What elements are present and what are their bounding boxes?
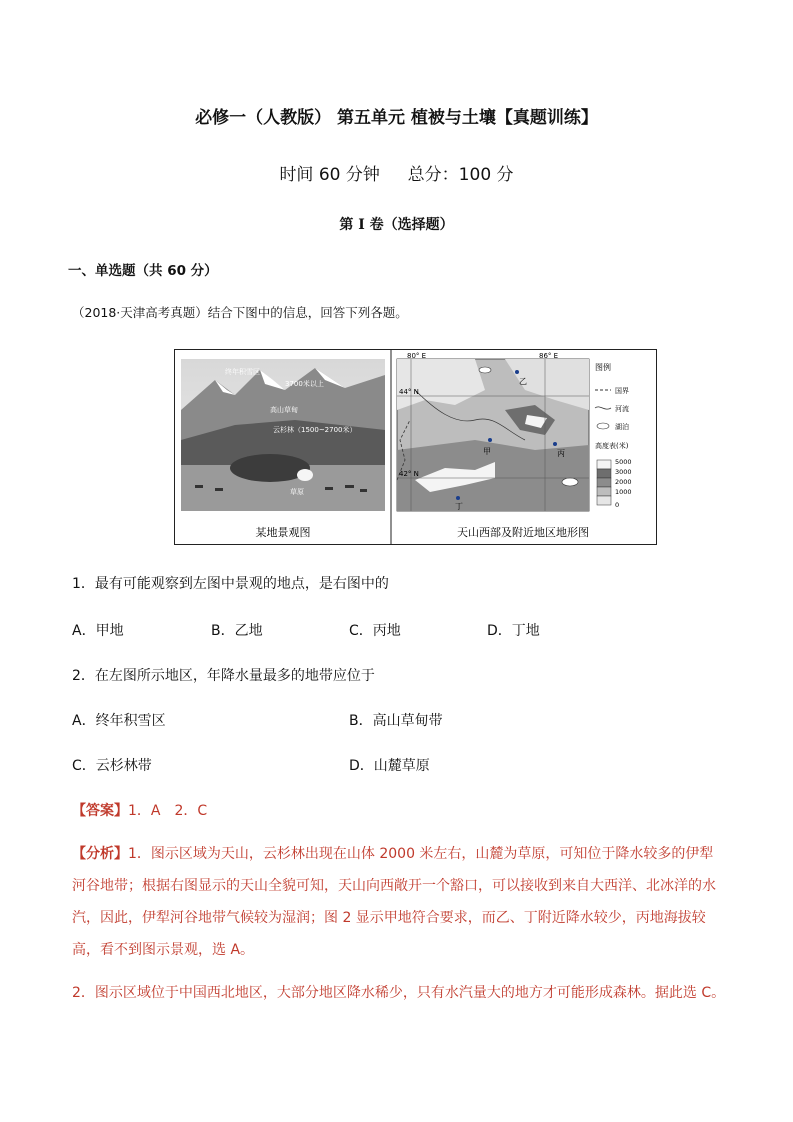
- map-lat-44: 44° N: [399, 388, 419, 396]
- map-lat-42: 42° N: [399, 470, 419, 478]
- landscape-photo: [181, 359, 385, 511]
- map-label-jia: 甲: [483, 447, 491, 456]
- left-caption: 某地景观图: [255, 526, 311, 539]
- question-1-option-c: C．丙地: [349, 623, 401, 639]
- legend-level-3000: 3000: [615, 468, 632, 476]
- map-lon-86: 86° E: [539, 352, 559, 360]
- map-lon-80: 80° E: [407, 352, 427, 360]
- photo-label-grass: 草原: [290, 488, 304, 496]
- map-point-ding: [456, 496, 460, 500]
- question-1-option-b: B．乙地: [211, 623, 263, 639]
- legend-border: 国界: [615, 387, 629, 395]
- question-1-stem: 1．最有可能观察到左图中景观的地点，是右图中的: [72, 576, 389, 592]
- right-caption: 天山西部及附近地区地形图: [457, 526, 589, 539]
- volume-heading: 第 I 卷（选择题）: [339, 217, 454, 233]
- question-2-option-b: B．高山草甸带: [349, 713, 443, 729]
- analysis-text-2: 2．图示区域位于中国西北地区，大部分地区降水稀少，只有水汽量大的地方才可能形成森林。据此选 C。: [72, 985, 726, 1001]
- map-point-yi: [515, 370, 519, 374]
- map-point-bing: [553, 442, 557, 446]
- legend-elev-title: 高度表(米): [595, 442, 629, 450]
- legend-level-1000: 1000: [615, 488, 632, 496]
- analysis-text: 1．图示区域为天山，云杉林出现在山体 2000 米左右，山麓为草原，可知位于降水较多的伊犁河谷地带；根据右图显示的天山全貌可知，天山向西敞开一个豁口，可以接收到来自大西洋、北冰洋的水汽，因此，伊犁河谷地带气候较为湿润；图 2 显示甲地符合要求，而乙、丁附近降水较少，丙地海拔较高，看不到图示景观，选 A。: [72, 846, 716, 958]
- terrain-map: [397, 352, 589, 511]
- answer-text: 1．A 2．C: [128, 803, 208, 819]
- section-heading: 一、单选题（共 60 分）: [68, 263, 218, 279]
- photo-label-forest: 云杉林（1500~2700米）: [273, 426, 357, 434]
- map-label-ding: 丁: [455, 502, 463, 511]
- legend-level-5000: 5000: [615, 458, 632, 466]
- legend-level-0: 0: [615, 501, 620, 509]
- legend-level-2000: 2000: [615, 478, 632, 486]
- exam-time-score: 时间 60 分钟 总分：100 分: [279, 165, 514, 185]
- answer-line: [72, 800, 207, 820]
- question-2-option-c: C．云杉林带: [72, 758, 152, 774]
- map-label-bing: 丙: [557, 449, 565, 458]
- answer-tag: 【答案】: [72, 803, 128, 819]
- photo-label-snow-height: 3700米以上: [285, 380, 324, 388]
- question-2-option-a: A．终年积雪区: [72, 713, 166, 729]
- legend-title: 图例: [595, 363, 611, 372]
- analysis-block: [72, 838, 724, 966]
- question-1-option-d: D．丁地: [487, 623, 540, 639]
- map-label-yi: 乙: [519, 377, 527, 386]
- map-legend: [595, 362, 632, 509]
- photo-label-snow: 终年积雪区: [225, 368, 260, 376]
- question-2-option-d: D．山麓草原: [349, 758, 430, 774]
- legend-river: 河流: [615, 405, 629, 413]
- document-title: 必修一（人教版） 第五单元 植被与土壤【真题训练】: [195, 108, 598, 128]
- analysis-tag: 【分析】: [72, 846, 128, 862]
- legend-lake: 湖泊: [615, 423, 629, 431]
- question-2-stem: 2．在左图所示地区，年降水量最多的地带应位于: [72, 668, 375, 684]
- photo-label-meadow: 高山草甸: [270, 406, 298, 414]
- question-source: （2018·天津高考真题）结合下图中的信息，回答下列各题。: [72, 305, 408, 320]
- figure-svg: [175, 350, 656, 544]
- question-1-option-a: A．甲地: [72, 623, 124, 639]
- figure-composite: [174, 349, 657, 545]
- map-point-jia: [488, 438, 492, 442]
